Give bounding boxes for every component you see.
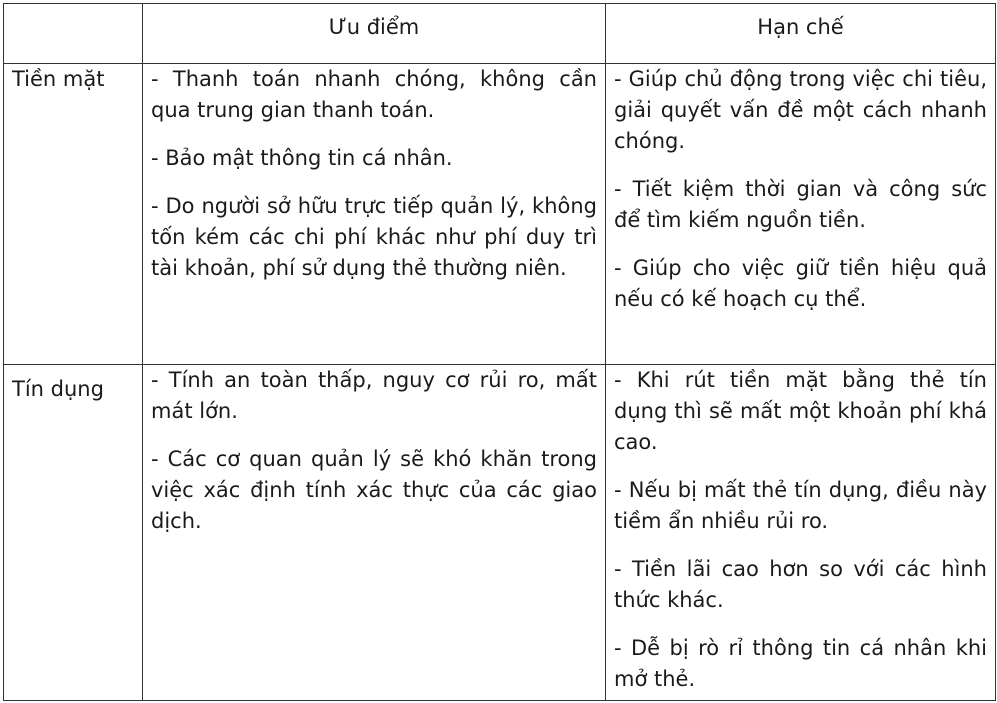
- comparison-table: [3, 3, 996, 701]
- list-item: - Giúp chủ động trong việc chi tiêu, giải quyết vấn đề một cách nhanh chóng.: [614, 67, 987, 153]
- list-item: - Do người sở hữu trực tiếp quản lý, không tốn kém các chi phí khác như phí duy trì tài khoản, phí sử dụng thẻ thường niên.: [151, 194, 597, 280]
- list-item: - Các cơ quan quản lý sẽ khó khăn trong việc xác định tính xác thực của các giao dịch.: [151, 447, 597, 533]
- list-item: - Thanh toán nhanh chóng, không cần qua trung gian thanh toán.: [151, 67, 597, 122]
- header-cell-empty: [4, 4, 143, 64]
- list-item: - Khi rút tiền mặt bằng thẻ tín dụng thì sẽ mất một khoản phí khá cao.: [614, 368, 987, 454]
- list-item: - Tính an toàn thấp, nguy cơ rủi ro, mất mát lớn.: [151, 368, 597, 423]
- list-item: - Dễ bị rò rỉ thông tin cá nhân khi mở thẻ.: [614, 636, 987, 691]
- credit-advantages-cell: [143, 365, 606, 701]
- row-label-credit: Tín dụng: [4, 365, 143, 701]
- list-item: - Nếu bị mất thẻ tín dụng, điều này tiềm ẩn nhiều rủi ro.: [614, 478, 987, 533]
- cash-advantages-cell: [143, 64, 606, 365]
- header-cell-limitations: Hạn chế: [606, 4, 996, 64]
- table-row: [4, 365, 996, 701]
- list-item: - Giúp cho việc giữ tiền hiệu quả nếu có kế hoạch cụ thể.: [614, 256, 987, 311]
- credit-limitations-cell: [606, 365, 996, 701]
- header-row: [4, 4, 996, 64]
- list-item: - Tiết kiệm thời gian và công sức để tìm kiếm nguồn tiền.: [614, 177, 987, 232]
- list-item: - Bảo mật thông tin cá nhân.: [151, 146, 453, 170]
- table-row: [4, 64, 996, 365]
- header-cell-advantages: Ưu điểm: [143, 4, 606, 64]
- cash-limitations-cell: [606, 64, 996, 365]
- list-item: - Tiền lãi cao hơn so với các hình thức khác.: [614, 557, 987, 612]
- row-label-cash: Tiền mặt: [4, 64, 143, 365]
